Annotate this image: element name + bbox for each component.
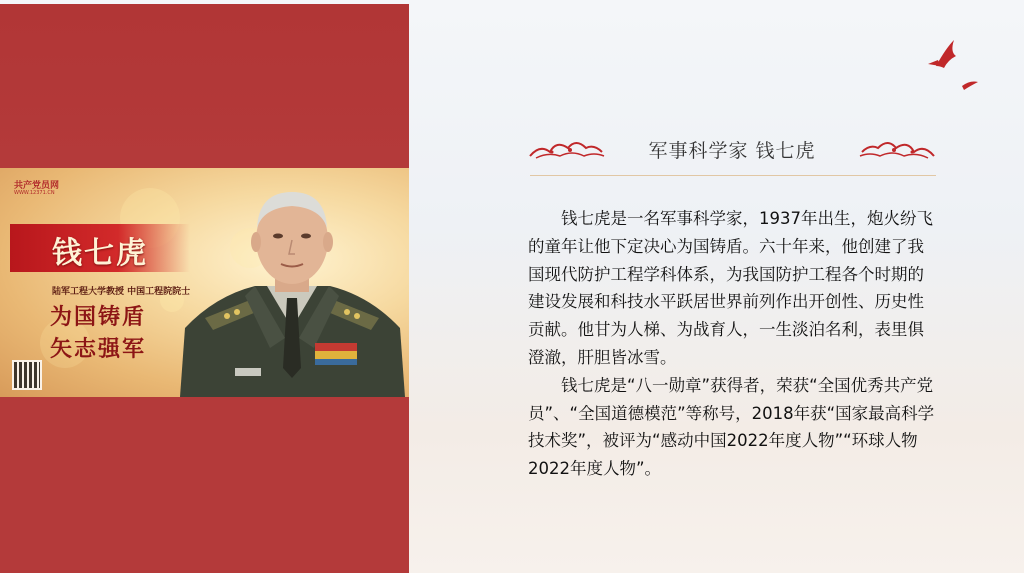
panel-shade [0,4,409,168]
motto-line-1: 为国铸盾 [50,304,147,330]
affiliation-text: 陆军工程大学教授 中国工程院院士 [52,287,191,297]
person-name: 钱七虎 [52,236,148,271]
biography-text [528,205,940,483]
site-logo-url: WWW.12371.CN [14,190,55,196]
paragraph-1: 钱七虎是一名军事科学家，1937年出生，炮火纷飞的童年让他下定决心为国铸盾。六十年来，他创建了我国现代防护工程学科体系，为我国防护工程各个时期的建设发展和科技水平跃居世界前列作出开创性、历史性贡献。他甘为人梯、为战育人，一生淡泊名利，表里俱澄澈，肝胆皆冰雪。 [528,209,933,367]
motto-line-2: 矢志强军 [50,336,147,362]
portrait-image [175,178,409,397]
qr-code-icon [12,360,42,390]
red-bird-icon [926,36,980,92]
name-banner [10,224,190,272]
cloud-ornament-icon [858,134,938,162]
section-title-row [526,130,938,166]
section-title: 军事科学家 钱七虎 [648,140,816,162]
site-logo: 共产党员网 [14,181,60,191]
portrait-card [0,168,409,397]
paragraph-2: 钱七虎是“八一勋章”获得者，荣获“全国优秀共产党员”、“全国道德模范”等称号，2018年获“国家最高科学技术奖”，被评为“感动中国2022年度人物”“环球人物2022年度人物”。 [528,375,935,479]
title-divider [530,175,936,176]
